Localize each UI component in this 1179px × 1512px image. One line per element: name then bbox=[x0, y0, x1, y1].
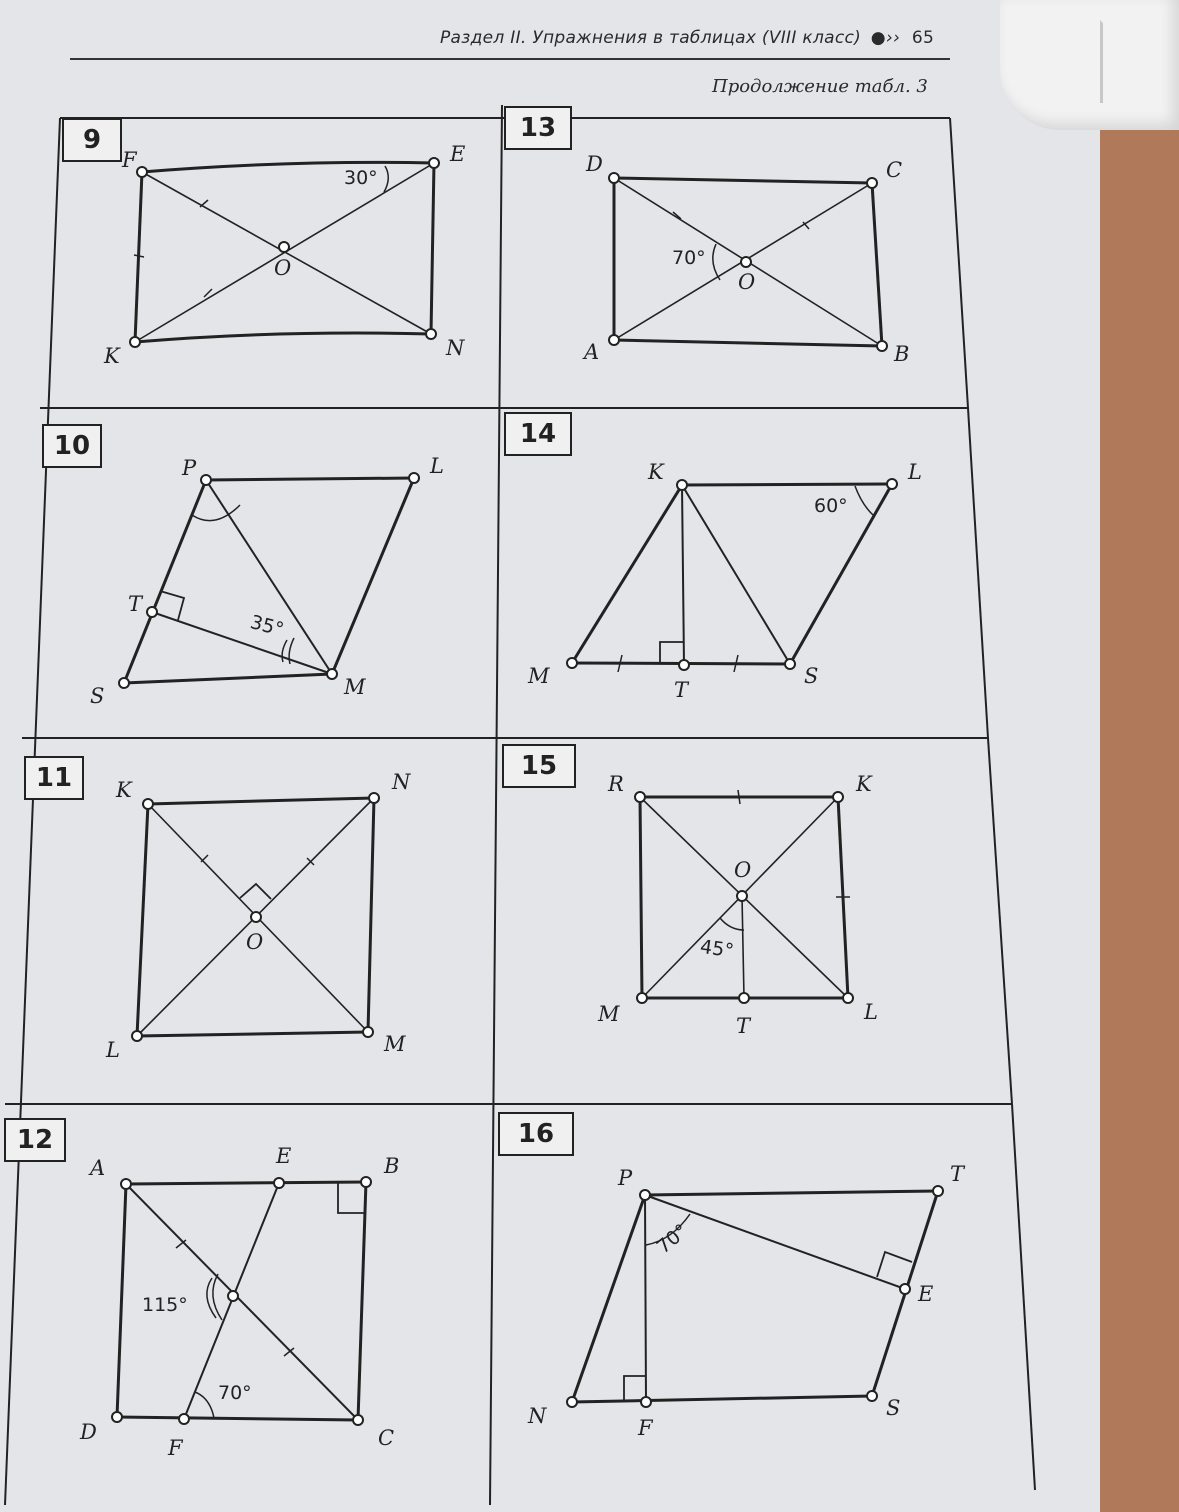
problem-number: 12 bbox=[4, 1118, 66, 1162]
point-label: M bbox=[384, 1032, 406, 1056]
point-label: E bbox=[450, 142, 466, 166]
angle-label: 115° bbox=[142, 1294, 188, 1316]
point-label: O bbox=[734, 858, 752, 882]
problem-number: 13 bbox=[504, 106, 572, 150]
angle-label: 35° bbox=[247, 611, 287, 642]
point-label: E bbox=[276, 1144, 292, 1168]
point-label: D bbox=[586, 152, 603, 176]
figure-10 bbox=[119, 473, 419, 688]
angle-label: 30° bbox=[344, 167, 378, 189]
problem-number: 14 bbox=[504, 412, 572, 456]
point-label: L bbox=[430, 454, 444, 478]
grid-line bbox=[490, 105, 502, 1505]
point-label: A bbox=[90, 1156, 106, 1180]
point-label: E bbox=[918, 1282, 934, 1306]
point-label: L bbox=[106, 1038, 120, 1062]
figure-15 bbox=[635, 790, 853, 1003]
grid-line bbox=[1012, 1104, 1035, 1490]
figure-9 bbox=[130, 158, 439, 347]
point-label: C bbox=[378, 1426, 395, 1450]
point-label: L bbox=[864, 1000, 878, 1024]
grid-line bbox=[950, 118, 968, 408]
point-label: S bbox=[886, 1396, 901, 1420]
grid-line bbox=[5, 118, 60, 1505]
point-label: N bbox=[528, 1404, 547, 1428]
section-title: Раздел II. Упражнения в таблицах (VIII класс) bbox=[440, 28, 862, 48]
grid-line bbox=[968, 408, 988, 738]
point-label: F bbox=[168, 1436, 183, 1460]
angle-label: 70° bbox=[218, 1382, 252, 1404]
point-label: S bbox=[90, 684, 105, 708]
angle-label: 60° bbox=[814, 495, 848, 517]
figure-13 bbox=[609, 173, 887, 351]
point-label: K bbox=[648, 460, 664, 484]
point-label: K bbox=[104, 344, 120, 368]
point-label: B bbox=[894, 342, 910, 366]
point-label: P bbox=[618, 1166, 633, 1190]
point-label: T bbox=[950, 1162, 965, 1186]
point-label: F bbox=[638, 1416, 653, 1440]
problem-number: 15 bbox=[502, 744, 576, 788]
point-label: S bbox=[804, 664, 819, 688]
problem-number: 10 bbox=[42, 424, 102, 468]
point-label: R bbox=[608, 772, 624, 796]
point-label: K bbox=[856, 772, 872, 796]
point-label: T bbox=[736, 1014, 751, 1038]
point-label: A bbox=[584, 340, 600, 364]
table-continuation: Продолжение табл. 3 bbox=[712, 76, 928, 97]
point-label: T bbox=[128, 592, 143, 616]
point-label: P bbox=[182, 456, 197, 480]
angle-label: 45° bbox=[698, 935, 736, 963]
angle-label: 70° bbox=[672, 247, 706, 269]
grid-line bbox=[988, 738, 1012, 1104]
angle-label: 70° bbox=[652, 1219, 693, 1259]
problem-number: 16 bbox=[498, 1112, 574, 1156]
point-label: B bbox=[384, 1154, 400, 1178]
point-label: D bbox=[80, 1420, 97, 1444]
problem-number: 11 bbox=[24, 756, 84, 800]
bullet-icon: ●›› bbox=[870, 28, 901, 48]
point-label: C bbox=[886, 158, 903, 182]
point-label: M bbox=[598, 1002, 620, 1026]
point-label: M bbox=[344, 675, 366, 699]
point-label: O bbox=[738, 270, 756, 294]
point-label: L bbox=[908, 460, 922, 484]
figure-16 bbox=[567, 1186, 943, 1407]
point-label: O bbox=[274, 256, 292, 280]
point-label: O bbox=[246, 930, 264, 954]
point-label: M bbox=[528, 664, 550, 688]
point-label: N bbox=[446, 336, 465, 360]
point-label: K bbox=[116, 778, 132, 802]
problem-number: 9 bbox=[62, 118, 122, 162]
point-label: N bbox=[392, 770, 411, 794]
figure-11 bbox=[132, 793, 379, 1041]
point-label: T bbox=[674, 678, 689, 702]
page-number: 65 bbox=[911, 28, 935, 48]
point-label: F bbox=[122, 148, 137, 172]
